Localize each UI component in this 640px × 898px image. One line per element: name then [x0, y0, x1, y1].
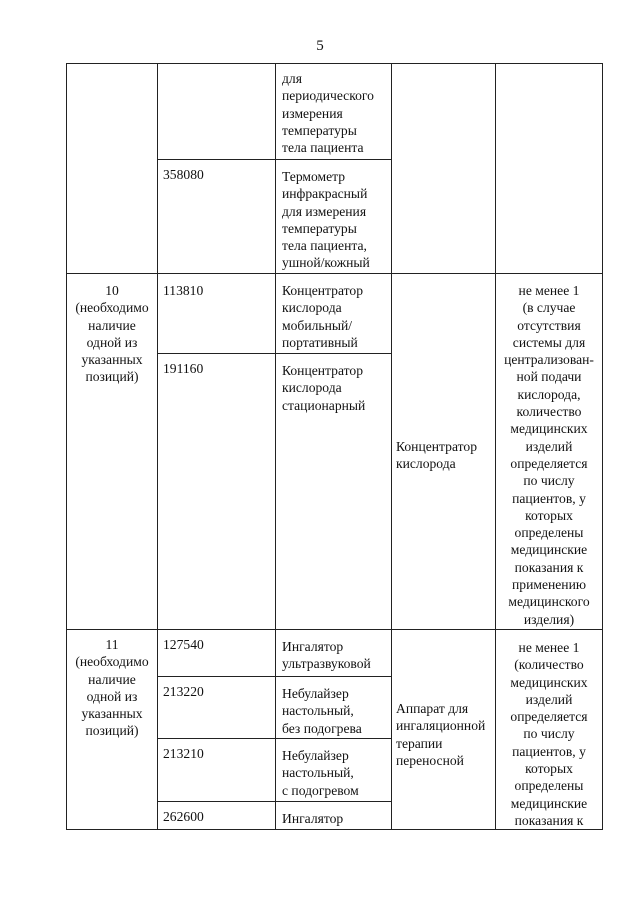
item-name-cell: Концентратор кислорода стационарный: [282, 363, 366, 413]
page-number: 5: [316, 38, 324, 54]
row-divider: [66, 273, 603, 274]
item-code-cell: 113810: [163, 283, 204, 298]
item-code-cell: 358080: [163, 167, 204, 182]
item-name-cell: Небулайзер настольный, с подогревом: [282, 748, 359, 798]
row-number-cell: 10 (необходимо наличие одной из указанных позиций): [75, 283, 149, 385]
group-name-cell: Аппарат для ингаляционной терапии переносной: [396, 701, 486, 768]
item-name-cell: Концентратор кислорода мобильный/ портативный: [282, 283, 363, 350]
table-border-top: [66, 63, 603, 64]
column-rule: [275, 63, 276, 830]
item-code-cell: 262600: [163, 809, 204, 824]
group-name-cell: Концентратор кислорода: [396, 439, 477, 472]
item-name-cell: Термометр инфракрасный для измерения температуры тела пациента, ушной/кожный: [282, 169, 370, 271]
item-name-cell: Ингалятор: [282, 811, 344, 826]
requirement-cell: не менее 1 (в случае отсутствия системы для централизован- ной подачи кислорода, количество медицинских изделий определяется по числу пациентов, у которых определены медицинские показания к применению медицинского изделия): [504, 283, 594, 627]
item-name-cell: Ингалятор ультразвуковой: [282, 639, 371, 672]
item-name-cell: Небулайзер настольный, без подогрева: [282, 686, 362, 736]
row-divider: [66, 629, 603, 630]
column-rule: [157, 63, 158, 830]
item-code-cell: 213210: [163, 746, 204, 761]
item-code-cell: 127540: [163, 637, 204, 652]
item-code-cell: 191160: [163, 361, 204, 376]
column-rule: [602, 63, 603, 830]
item-name-cell: для периодического измерения температуры тела пациента: [282, 71, 374, 156]
column-rule: [391, 63, 392, 830]
row-number-cell: 11 (необходимо наличие одной из указанных позиций): [75, 637, 149, 739]
requirement-cell: не менее 1 (количество медицинских изделий определяется по числу пациентов, у которых определены медицинские показания к: [510, 640, 588, 828]
item-code-cell: 213220: [163, 684, 204, 699]
